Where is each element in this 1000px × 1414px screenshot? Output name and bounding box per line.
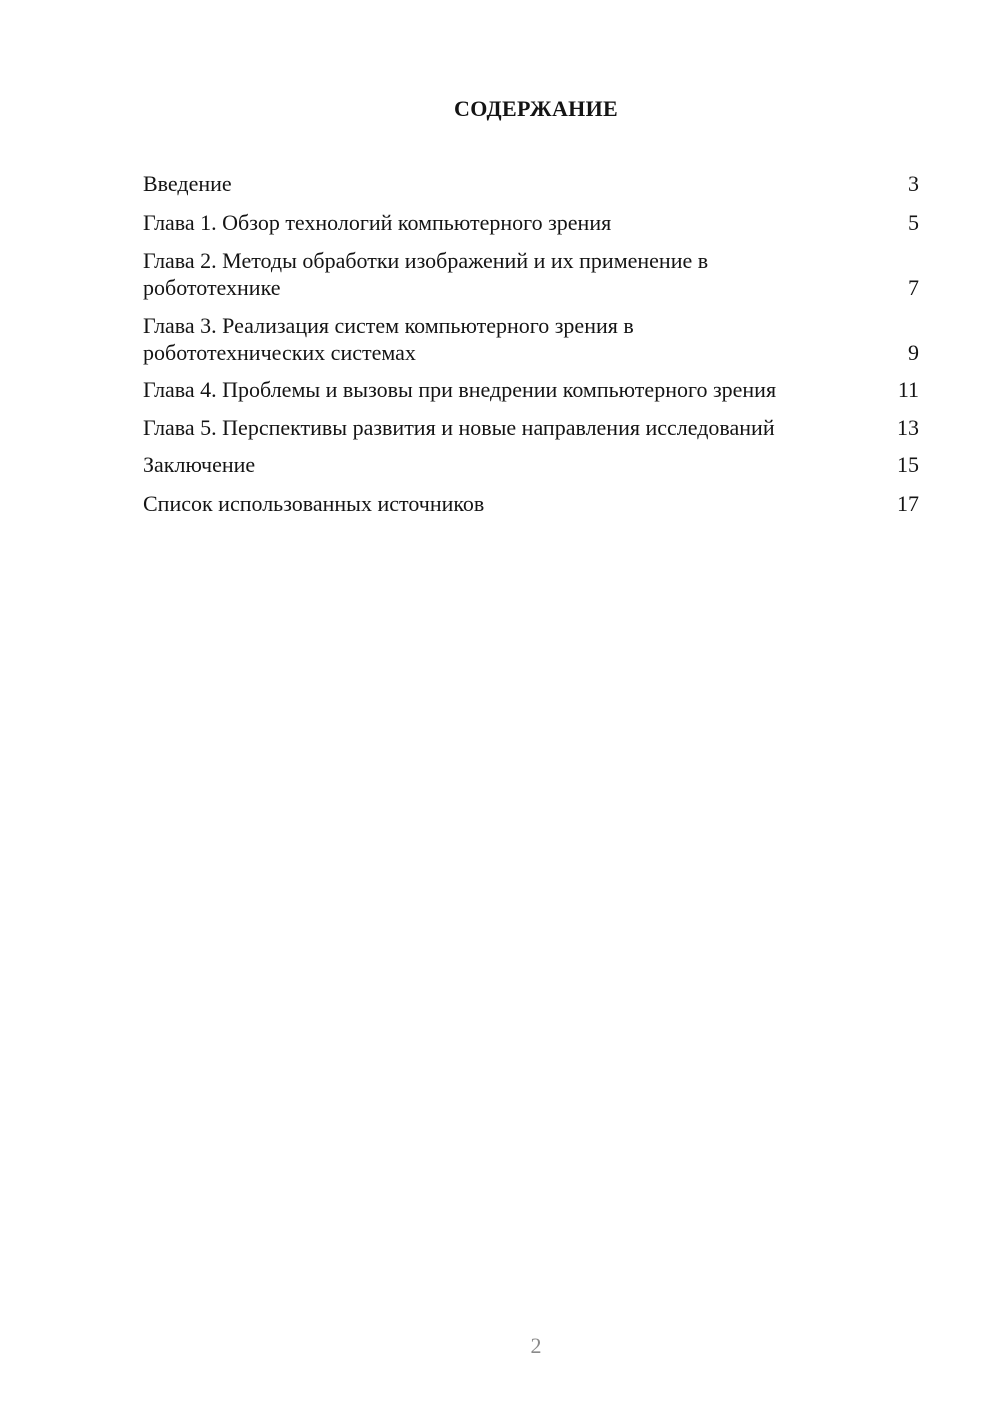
toc-entry-text: Глава 2. Методы обработки изображений и их применение в робототехнике (143, 248, 709, 300)
toc-entry-page: 11 (897, 377, 919, 402)
toc-entry-chapter-5 (143, 414, 919, 441)
toc-entry-page: 3 (908, 171, 919, 196)
toc-entry-references (143, 490, 919, 518)
toc-entry-text: Введение (143, 171, 232, 196)
toc-entry-text: Заключение (143, 452, 256, 477)
toc-entry-page: 7 (908, 275, 919, 300)
toc-entry-page: 9 (908, 339, 919, 365)
toc-entry-page: 15 (897, 452, 919, 477)
toc-entry-page: 13 (897, 414, 919, 440)
toc-entry-chapter-2 (143, 247, 919, 301)
toc-entry-chapter-3 (143, 312, 919, 366)
page-title: СОДЕРЖАНИЕ (454, 96, 618, 121)
toc-entry-text: Глава 4. Проблемы и вызовы при внедрении компьютерного зрения (143, 377, 777, 402)
page-number: 2 (530, 1333, 542, 1358)
toc-entry-text: Глава 5. Перспективы развития и новые направления исследований (143, 414, 775, 440)
toc-entry-introduction (143, 170, 919, 198)
toc-entry-conclusion (143, 451, 919, 479)
toc-entry-chapter-4 (143, 376, 919, 403)
toc-entry-text: Глава 1. Обзор технологий компьютерного зрения (143, 209, 612, 235)
toc-entry-page: 17 (897, 490, 919, 516)
toc-entry-page: 5 (908, 209, 919, 235)
toc-entry-text: Список использованных источников (143, 490, 485, 516)
toc-entry-chapter-1 (143, 209, 919, 237)
toc-entry-text: Глава 3. Реализация систем компьютерного зрения в робототехнических системах (143, 312, 634, 365)
table-of-contents (143, 170, 919, 528)
